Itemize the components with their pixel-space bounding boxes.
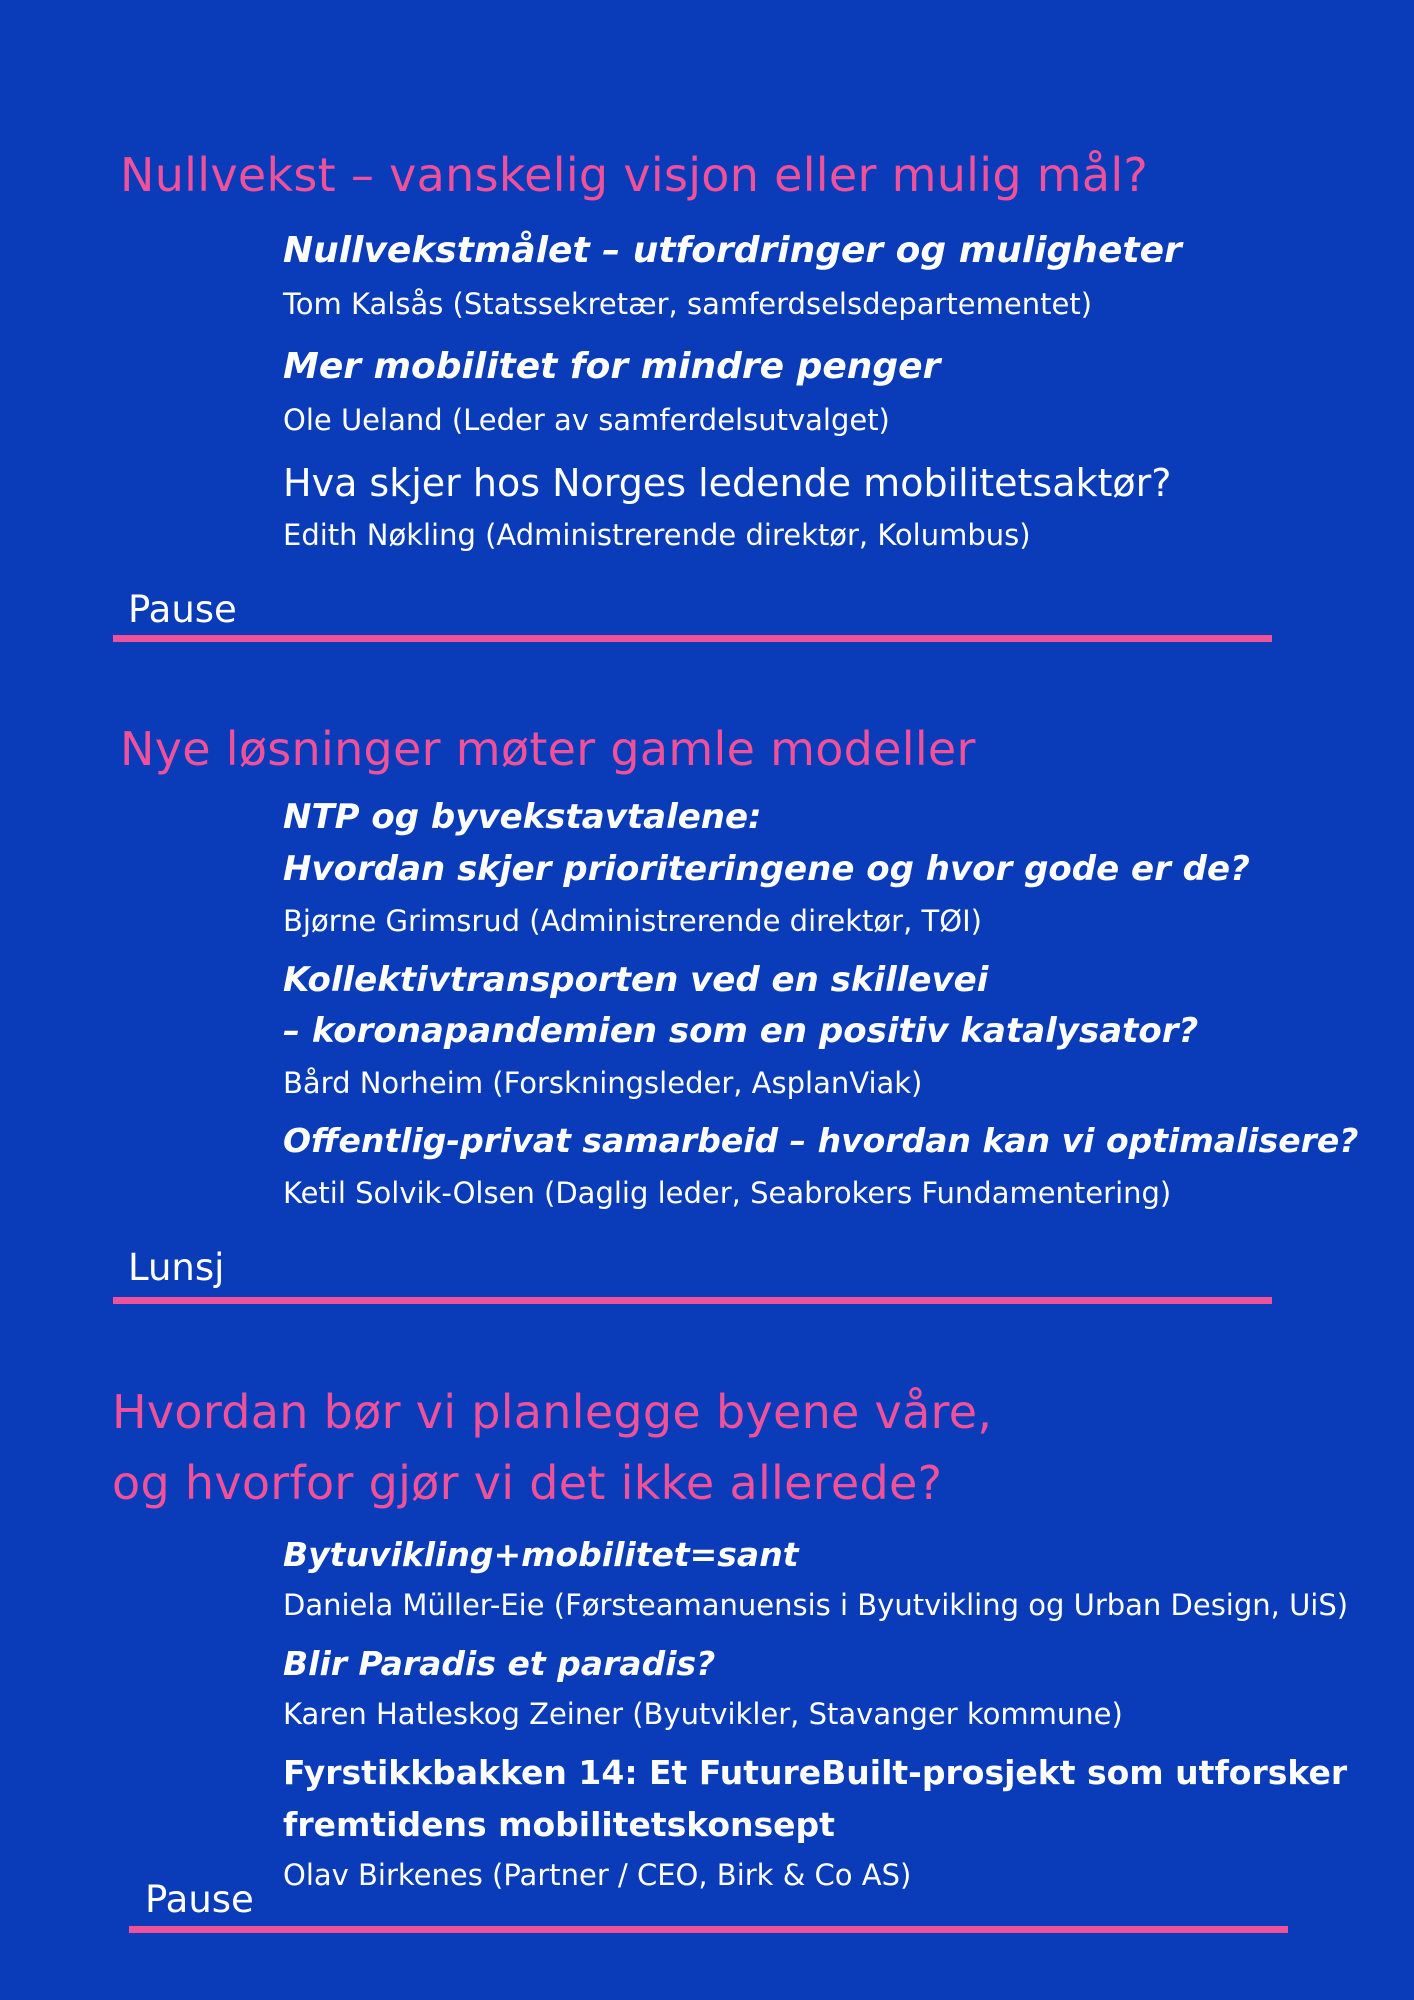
section-2-title: Nye løsninger møter gamle modeller	[120, 722, 976, 776]
talk-2-2-title-line-1: Kollektivtransporten ved en skillevei	[283, 960, 989, 1000]
section-2-divider	[113, 1297, 1272, 1304]
talk-2-2-speaker: Bård Norheim (Forskningsleder, AsplanViak)	[283, 1066, 923, 1100]
section-3-divider	[129, 1926, 1288, 1933]
talk-2-1-title-line-1: NTP og byvekstavtalene:	[283, 797, 762, 837]
talk-3-2-speaker: Karen Hatleskog Zeiner (Byutvikler, Stavanger kommune)	[283, 1697, 1123, 1731]
break-label-pause-2: Pause	[145, 1878, 254, 1921]
talk-1-3-speaker: Edith Nøkling (Administrerende direktør, Kolumbus)	[283, 518, 1031, 552]
talk-1-1-speaker: Tom Kalsås (Statssekretær, samferdselsdepartementet)	[283, 287, 1093, 321]
talk-3-3-title-line-2: fremtidens mobilitetskonsept	[283, 1805, 835, 1844]
talk-1-2-speaker: Ole Ueland (Leder av samferdelsutvalget)	[283, 403, 890, 437]
talk-3-2-title: Blir Paradis et paradis?	[283, 1644, 716, 1683]
talk-1-2-title: Mer mobilitet for mindre penger	[283, 346, 941, 387]
talk-1-1-title: Nullvekstmålet – utfordringer og muligheter	[283, 230, 1182, 271]
section-1-title: Nullvekst – vanskelig visjon eller mulig mål?	[120, 148, 1149, 202]
section-1-divider	[113, 635, 1272, 642]
talk-2-3-title: Offentlig-privat samarbeid – hvordan kan vi optimalisere?	[283, 1121, 1359, 1160]
talk-2-3-speaker: Ketil Solvik-Olsen (Daglig leder, Seabrokers Fundamentering)	[283, 1176, 1172, 1210]
talk-3-3-speaker: Olav Birkenes (Partner / CEO, Birk & Co AS)	[283, 1858, 912, 1892]
talk-3-1-speaker: Daniela Müller-Eie (Førsteamanuensis i Byutvikling og Urban Design, UiS)	[283, 1588, 1349, 1622]
section-3-title-line-2: og hvorfor gjør vi det ikke allerede?	[112, 1456, 943, 1510]
talk-2-1-speaker: Bjørne Grimsrud (Administrerende direktør, TØI)	[283, 904, 982, 938]
section-3-title-line-1: Hvordan bør vi planlegge byene våre,	[112, 1385, 993, 1439]
talk-3-1-title: Bytuvikling+mobilitet=sant	[283, 1535, 799, 1574]
talk-2-2-title-line-2: – koronapandemien som en positiv katalysator?	[283, 1011, 1199, 1051]
talk-2-1-title-line-2: Hvordan skjer prioriteringene og hvor gode er de?	[283, 849, 1250, 889]
talk-3-3-title-line-1: Fyrstikkbakken 14: Et FutureBuilt-prosjekt som utforsker	[283, 1753, 1348, 1792]
break-label-pause-1: Pause	[128, 588, 237, 631]
break-label-lunsj: Lunsj	[128, 1246, 225, 1289]
talk-1-3-title: Hva skjer hos Norges ledende mobilitetsaktør?	[283, 461, 1172, 505]
